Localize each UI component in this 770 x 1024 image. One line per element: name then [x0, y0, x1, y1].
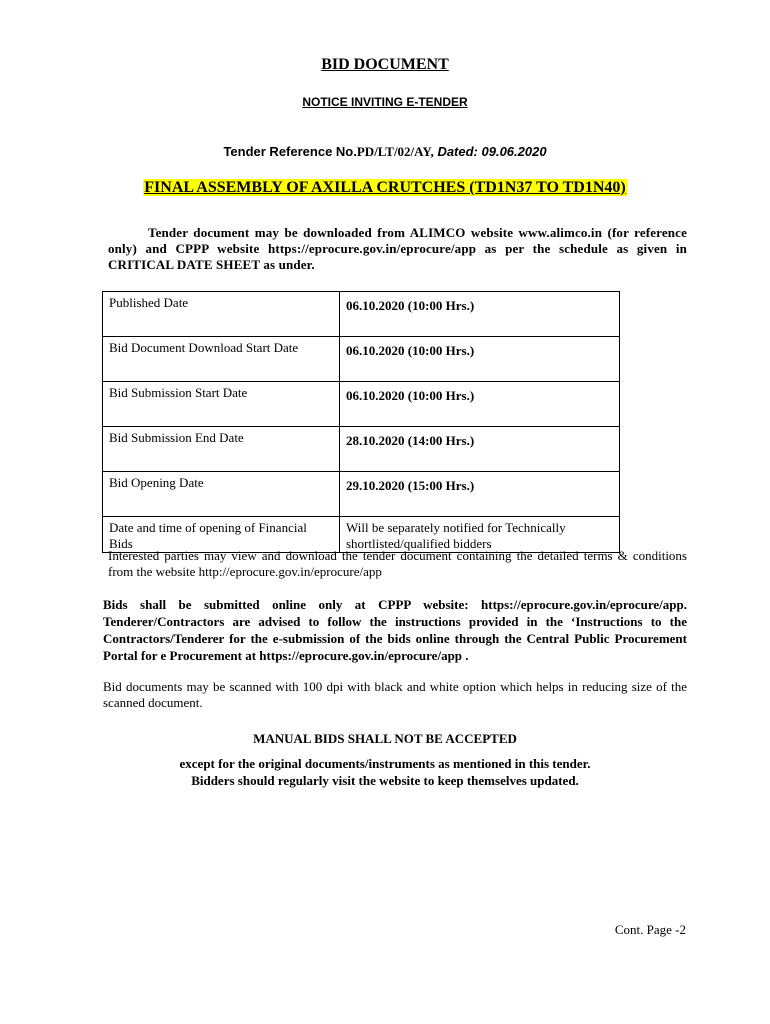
exception-line-1: except for the original documents/instruments as mentioned in this tender.	[179, 756, 591, 771]
submission-paragraph: Bids shall be submitted online only at CPPP website: https://eprocure.gov.in/eprocure/app. Tenderer/Contractors are advised to follow the instructions provided in the ‘Instructions to the Contractors/Tenderer for the e-submission of the bids online through the Central Public Procurement Portal for e Procurement at https://eprocure.gov.in/eprocure/app .	[103, 597, 687, 663]
manual-bids-notice: MANUAL BIDS SHALL NOT BE ACCEPTED	[253, 731, 517, 746]
date-value: 06.10.2020 (10:00 Hrs.)	[340, 337, 620, 382]
document-subtitle: NOTICE INVITING E-TENDER	[302, 95, 468, 109]
intro-paragraph: Tender document may be downloaded from ALIMCO website www.alimco.in (for reference only) and CPPP website https://eprocure.gov.in/eprocure/app as per the schedule as given in CRITICAL DATE SHEET as under.	[108, 225, 687, 272]
document-title: BID DOCUMENT	[321, 56, 449, 73]
project-title	[0, 179, 770, 197]
date-label: Published Date	[103, 292, 340, 337]
date-value: 06.10.2020 (10:00 Hrs.)	[340, 382, 620, 427]
interest-paragraph: Interested parties may view and download the tender document containing the detailed terms & conditions from the website http://eprocure.gov.in/eprocure/app	[108, 548, 687, 579]
tender-reference-number: PD/LT/02/AY,	[356, 144, 434, 159]
continued-page-marker: Cont. Page -2	[614, 922, 686, 937]
date-label: Date and time of opening of Financial Bids	[103, 517, 340, 553]
date-value: 29.10.2020 (15:00 Hrs.)	[340, 472, 620, 517]
date-label: Bid Document Download Start Date	[103, 337, 340, 382]
table-row	[103, 472, 620, 517]
critical-date-table	[102, 291, 620, 553]
tender-reference	[0, 144, 770, 160]
date-value: 28.10.2020 (14:00 Hrs.)	[340, 427, 620, 472]
tender-reference-label: Tender Reference No.	[223, 144, 357, 159]
date-label: Bid Submission End Date	[103, 427, 340, 472]
tender-date: Dated: 09.06.2020	[437, 144, 547, 159]
table-row	[103, 337, 620, 382]
date-value: Will be separately notified for Technically shortlisted/qualified bidders	[340, 517, 620, 553]
date-label: Bid Submission Start Date	[103, 382, 340, 427]
scan-paragraph: Bid documents may be scanned with 100 dpi with black and white option which helps in reducing size of the scanned document.	[103, 679, 687, 710]
exception-line-2: Bidders should regularly visit the website to keep themselves updated.	[191, 773, 579, 788]
table-row	[103, 292, 620, 337]
date-value: 06.10.2020 (10:00 Hrs.)	[340, 292, 620, 337]
date-label: Bid Opening Date	[103, 472, 340, 517]
exception-notice	[0, 755, 770, 789]
project-title-text: FINAL ASSEMBLY OF AXILLA CRUTCHES (TD1N37 TO TD1N40)	[144, 179, 626, 196]
table-row	[103, 382, 620, 427]
table-row	[103, 427, 620, 472]
